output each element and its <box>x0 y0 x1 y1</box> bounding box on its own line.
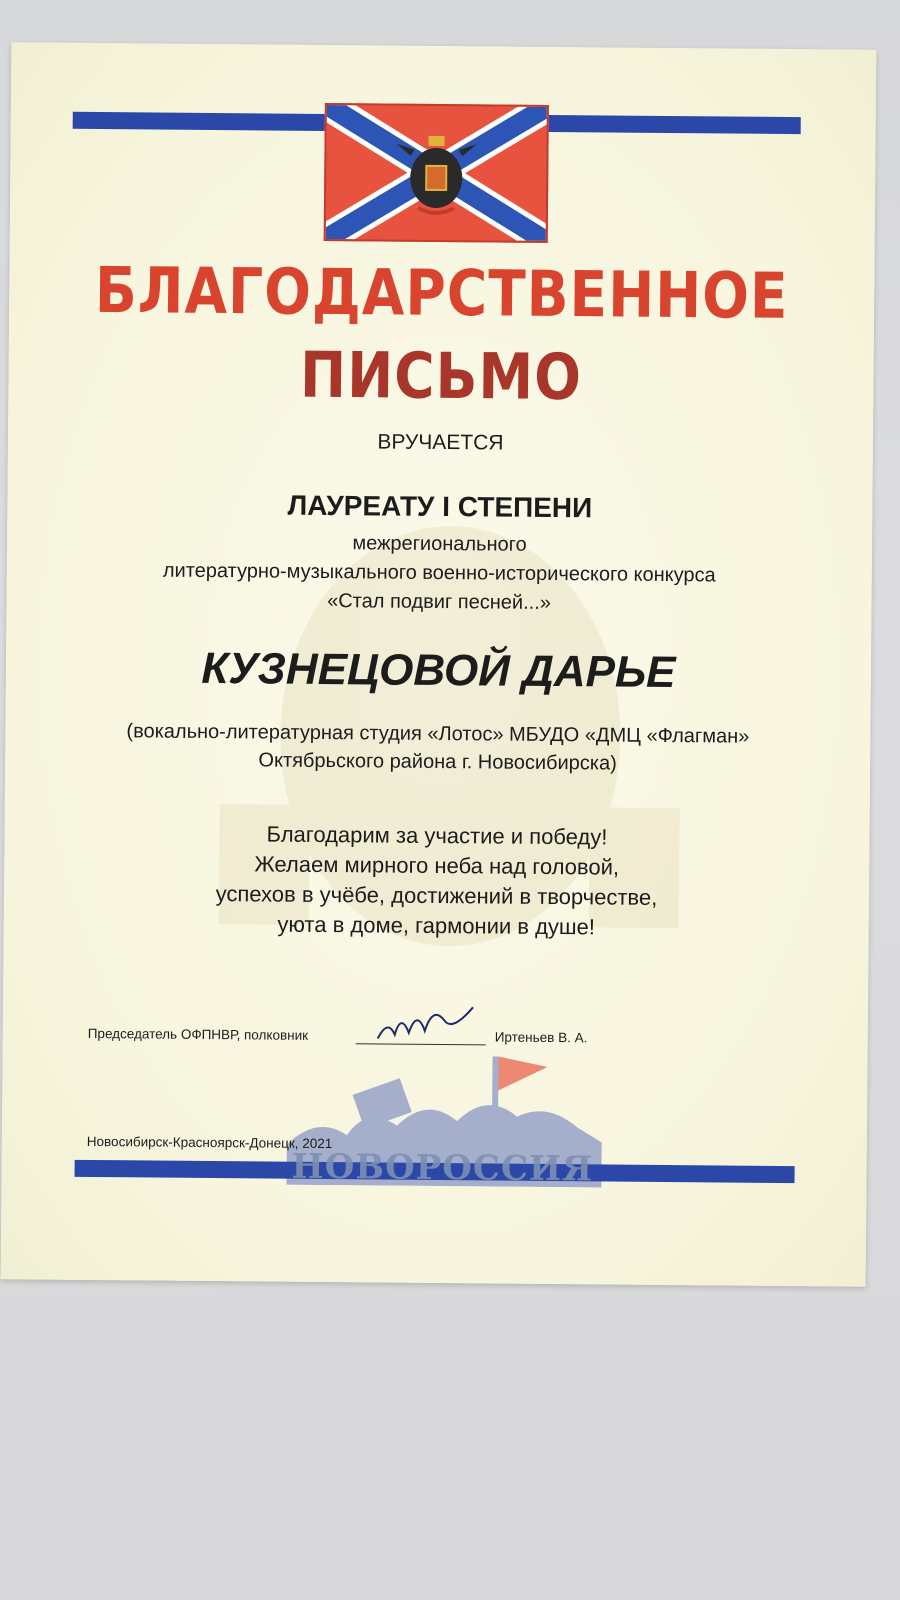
certificate-paper <box>1 42 877 1287</box>
top-right-blue-stripe <box>549 115 801 134</box>
thanks-line: уюта в доме, гармонии в душе! <box>277 911 596 940</box>
thanks-line: Благодарим за участие и победу! <box>266 821 608 850</box>
flag-emblem-icon <box>324 103 549 243</box>
studio-line-2: Октябрьского района г. Новосибирска) <box>258 749 617 775</box>
novorossiya-logo: НОВОРОССИЯ <box>291 1146 594 1190</box>
letter-title-line2: ПИСЬМО <box>299 337 583 415</box>
signatory-name: Иртеньев В. А. <box>494 1029 588 1046</box>
thanks-line: успехов в учёбе, достижений в творчестве, <box>215 881 658 910</box>
letter-title-line1: БЛАГОДАРСТВЕННОЕ <box>94 253 789 333</box>
recipient-name: КУЗНЕЦОВОЙ ДАРЬЕ <box>201 643 676 698</box>
place-and-year: Новосибирск-Красноярск-Донецк, 2021 <box>86 1133 333 1152</box>
awarded-label: ВРУЧАЕТСЯ <box>377 430 504 455</box>
signature <box>373 1000 483 1051</box>
contest-line-3: «Стал подвиг песней...» <box>327 590 552 614</box>
studio-line-1: (вокально-литературная студия «Лотос» МБУДО «ДМЦ «Флагман» <box>126 720 750 748</box>
top-left-blue-stripe <box>73 112 325 131</box>
contest-line-2: литературно-музыкального военно-исторического конкурса <box>162 559 716 587</box>
thanks-line: Желаем мирного неба над головой, <box>254 851 620 880</box>
signatory-title: Председатель ОФПНВР, полковник <box>87 1025 309 1043</box>
laureate-degree: ЛАУРЕАТУ I СТЕПЕНИ <box>287 489 593 524</box>
thanks-message <box>4 817 870 945</box>
contest-line-1: межрегионального <box>352 532 527 556</box>
